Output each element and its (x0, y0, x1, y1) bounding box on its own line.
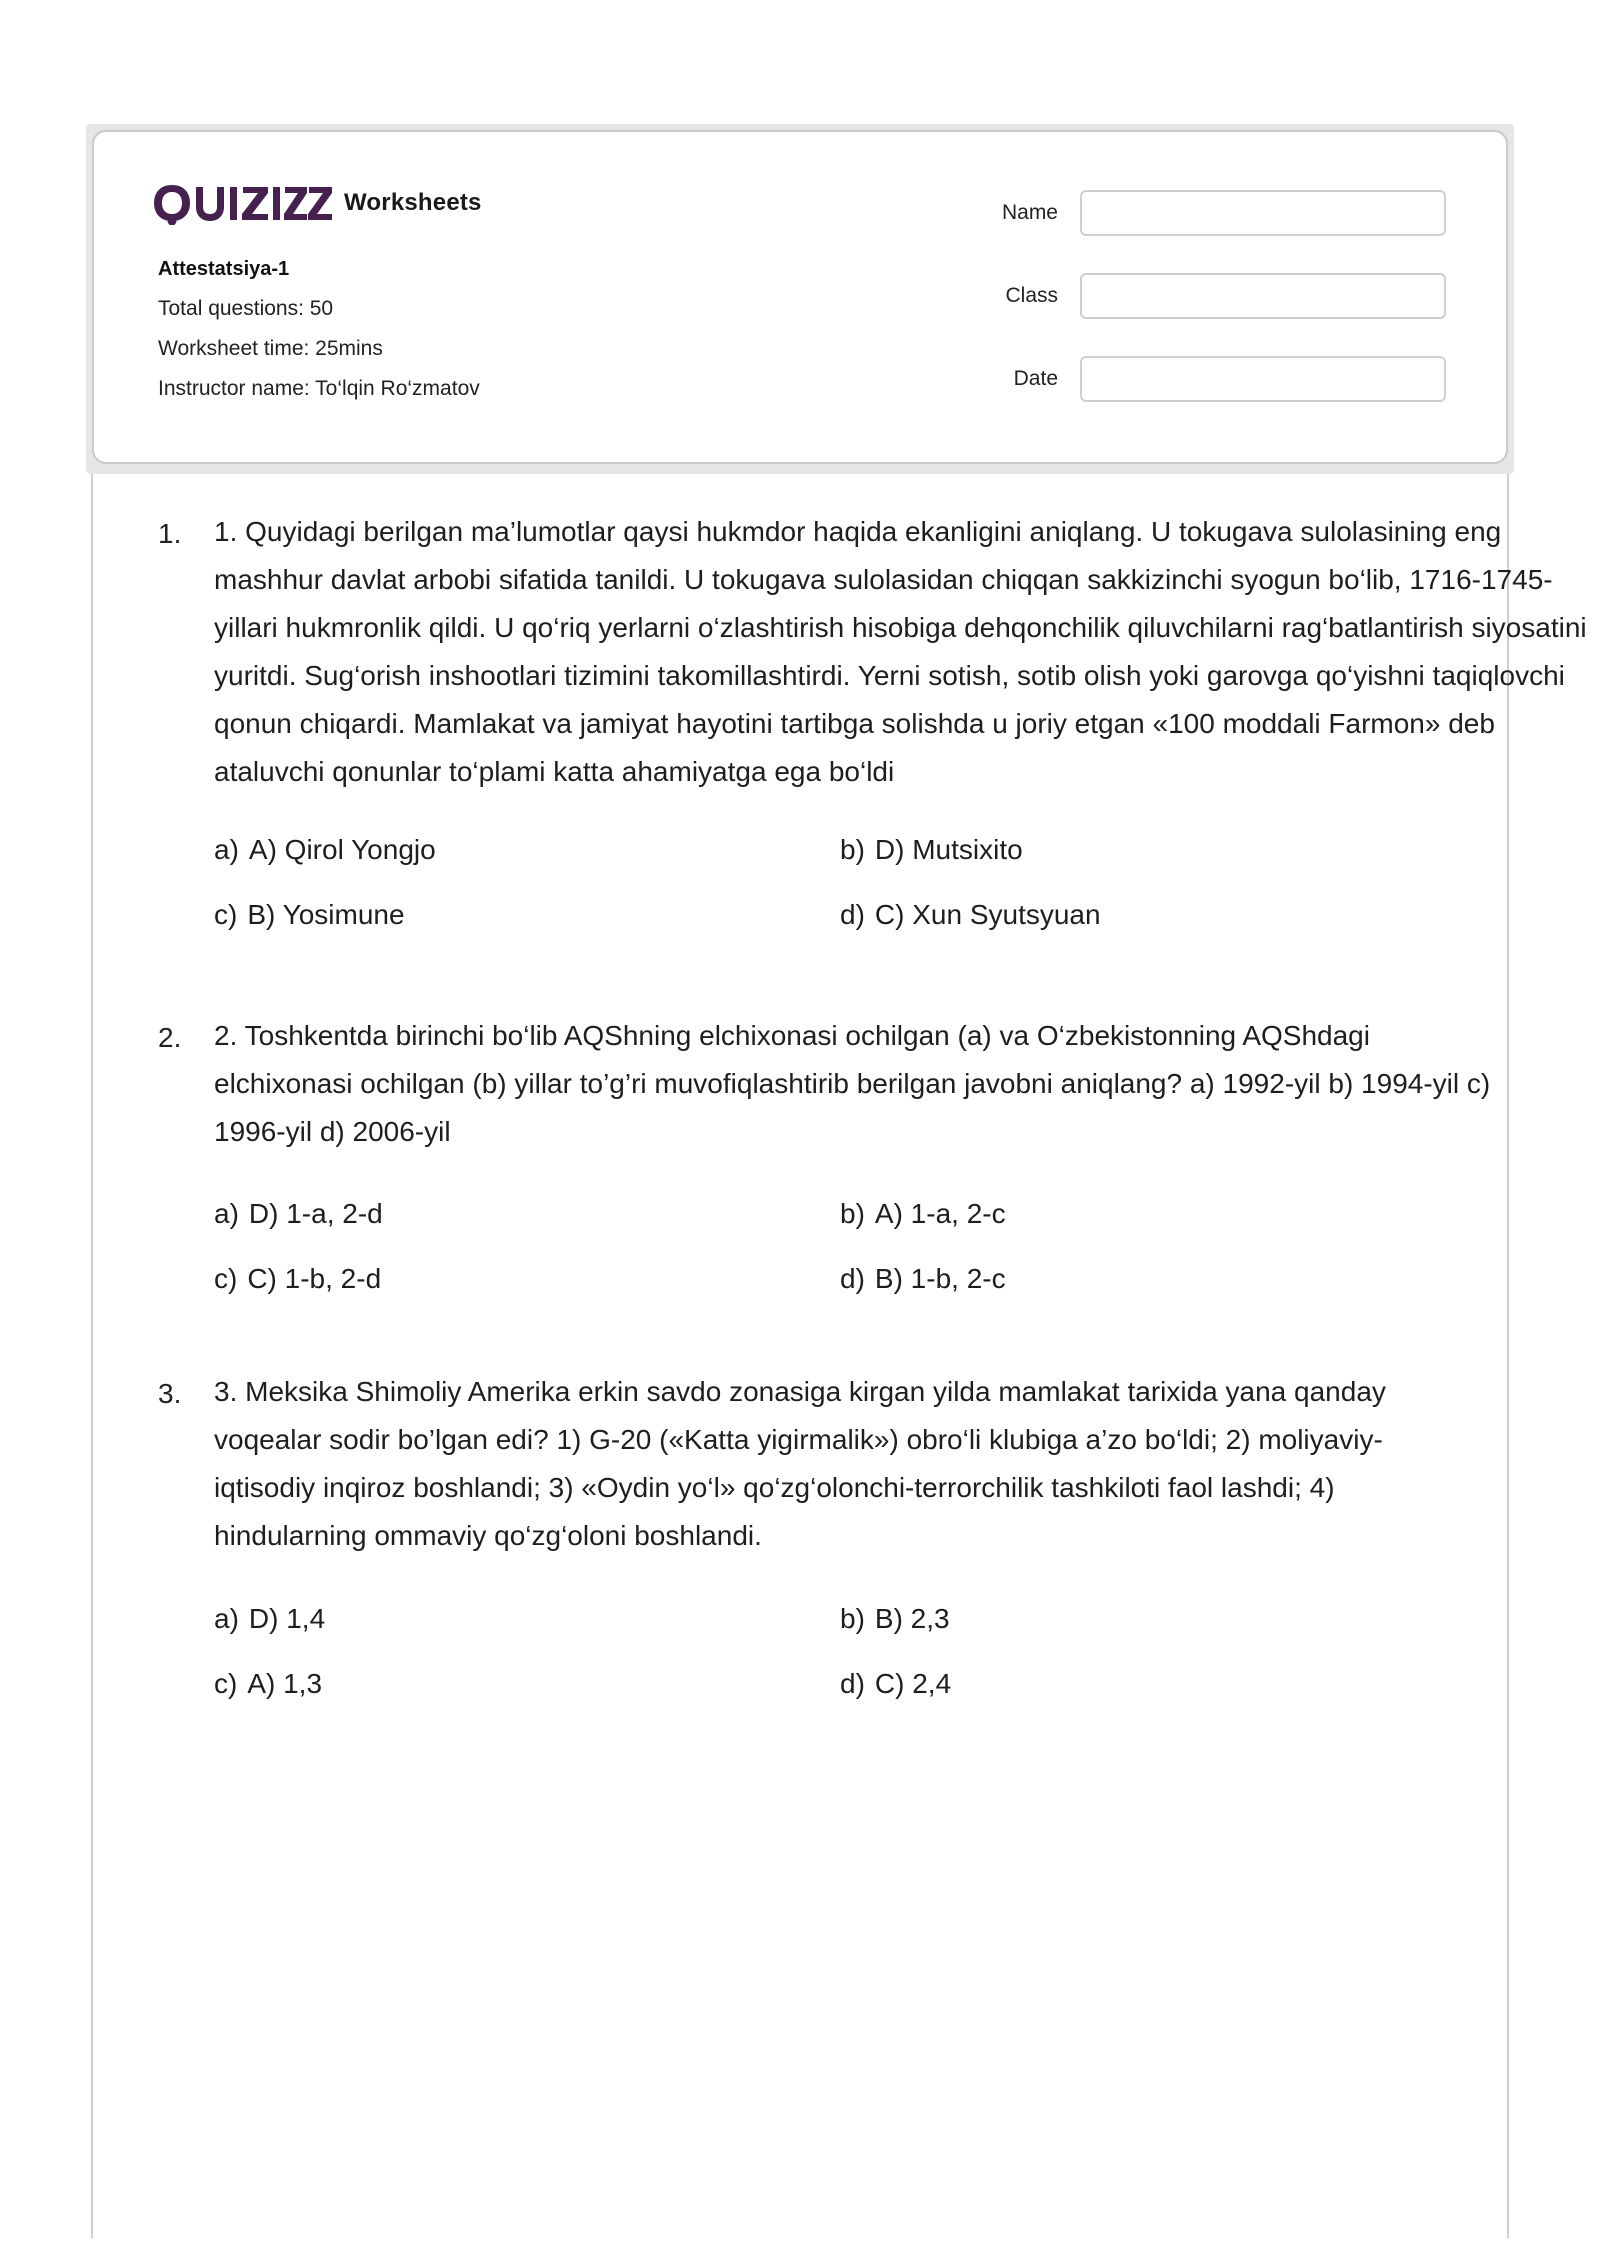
option-letter: a) (214, 1198, 239, 1229)
option-c[interactable] (214, 899, 405, 931)
option-b[interactable] (840, 834, 1023, 866)
question-text: 3. Meksika Shimoliy Amerika erkin savdo zonasiga kirgan yilda mamlakat tarixida yana qanday voqealar sodir bo’lgan edi? 1) G-20 («Katta yigirmalik») obro‘li klubiga a’zo bo‘ldi; 2) moliyaviy-iqtisodiy inqiroz boshlandi; 3) «Oydin yo‘l» qo‘zg‘olonchi-terrorchilik tashkiloti faol lashdi; 4) hindularning ommaviy qo‘zg‘oloni boshlandi. (214, 1376, 1386, 1551)
option-text: D) 1,4 (248, 1603, 326, 1634)
option-text: B) 2,3 (874, 1603, 950, 1634)
option-letter: a) (214, 1603, 239, 1634)
option-letter: d) (840, 1668, 865, 1699)
option-d[interactable] (840, 1668, 951, 1700)
question-text: 1. Quyidagi berilgan ma’lumotlar qaysi hukmdor haqida ekanligini aniqlang. U tokugava sulolasining eng mashhur davlat arbobi sifatida tanildi. U tokugava sulolasidan chiqqan sakkizinchi syogun bo‘lib, 1716-1745-yillari hukmronlik qildi. U qo‘riq yerlarni o‘zlashtirish hisobiga dehqonchilik qiluvchilarni rag‘batlantirish siyosatini yuritdi. Sug‘orish inshootlari tizimini takomillashtirdi. Yerni sotish, sotib olish yoki garovga qo‘yishni taqiqlovchi qonun chiqardi. Mamlakat va jamiyat hayotini tartibga solishda u joriy etgan «100 moddali Farmon» deb ataluvchi qonunlar to‘plami katta ahamiyatga ega bo‘ldi (214, 516, 1587, 787)
option-text: B) Yosimune (247, 899, 405, 930)
option-letter: d) (840, 1263, 865, 1294)
option-text: C) 1-b, 2-d (247, 1263, 382, 1294)
option-letter: c) (214, 1668, 238, 1699)
option-text: D) Mutsixito (874, 834, 1023, 865)
option-d[interactable] (840, 1263, 1006, 1295)
quizizz-logo (152, 176, 482, 230)
class-field[interactable] (1080, 273, 1446, 319)
name-field[interactable] (1080, 190, 1446, 236)
date-row (970, 354, 1446, 404)
option-text: C) 2,4 (874, 1668, 952, 1699)
worksheet-meta (158, 258, 480, 401)
question-number: 1. (158, 518, 182, 549)
product-label: Worksheets (344, 189, 482, 216)
date-field[interactable] (1080, 356, 1446, 402)
option-d[interactable] (840, 899, 1101, 931)
option-letter: b) (840, 1198, 865, 1229)
option-text: A) 1,3 (247, 1668, 323, 1699)
option-c[interactable] (214, 1263, 381, 1295)
class-label: Class (1005, 284, 1058, 307)
option-b[interactable] (840, 1603, 950, 1635)
student-fields (970, 188, 1446, 437)
option-letter: b) (840, 834, 865, 865)
option-text: D) 1-a, 2-d (248, 1198, 383, 1229)
date-label: Date (1013, 367, 1058, 390)
name-row (970, 188, 1446, 238)
option-text: B) 1-b, 2-c (874, 1263, 1006, 1294)
question-text: 2. Toshkentda birinchi bo‘lib AQShning elchixonasi ochilgan (a) va O‘zbekistonning AQShdagi elchixonasi ochilgan (b) yillar to’g’ri muvofiqlashtirib berilgan javobni aniqlang? a) 1992-yil b) 1994-yil c) 1996-yil d) 2006-yil (214, 1020, 1491, 1147)
option-letter: c) (214, 899, 238, 930)
option-letter: c) (214, 1263, 238, 1294)
option-a[interactable] (214, 1603, 325, 1635)
option-letter: a) (214, 834, 239, 865)
option-text: C) Xun Syutsyuan (874, 899, 1101, 930)
option-text: A) 1-a, 2-c (874, 1198, 1006, 1229)
option-c[interactable] (214, 1668, 322, 1700)
question-number: 3. (158, 1378, 182, 1409)
class-row (970, 271, 1446, 321)
worksheet-title: Attestatsiya-1 (158, 258, 290, 280)
option-a[interactable] (214, 834, 436, 866)
option-letter: d) (840, 899, 865, 930)
quizizz-wordmark (152, 181, 334, 225)
total-questions: Total questions: 50 (158, 297, 334, 320)
option-letter: b) (840, 1603, 865, 1634)
question-number: 2. (158, 1022, 182, 1053)
name-label: Name (1001, 201, 1058, 224)
option-a[interactable] (214, 1198, 383, 1230)
option-text: A) Qirol Yongjo (248, 834, 436, 865)
worksheet-time: Worksheet time: 25mins (158, 337, 383, 360)
option-b[interactable] (840, 1198, 1006, 1230)
instructor-name: Instructor name: To‘lqin Ro‘zmatov (158, 377, 480, 400)
